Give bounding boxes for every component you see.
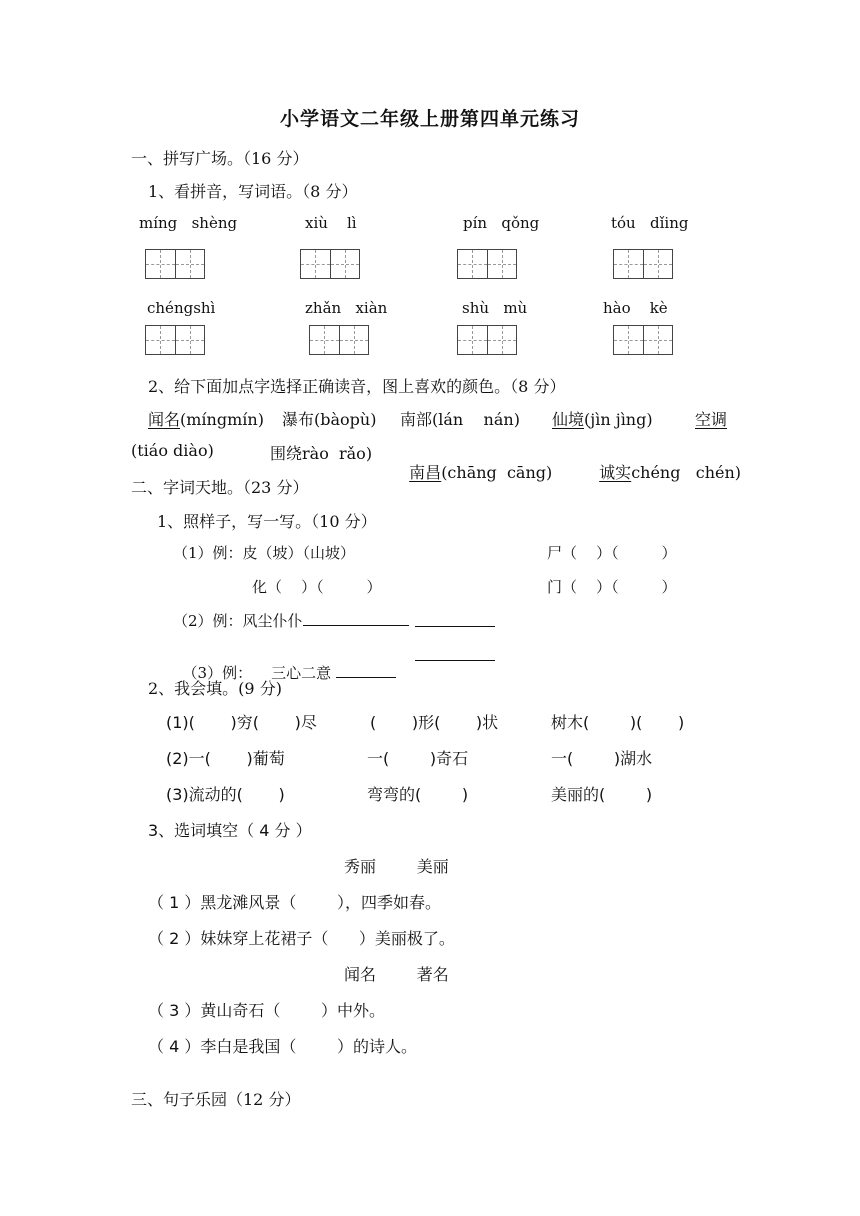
sentence-4[interactable]: （ 4 ）李白是我国（ ）的诗人。 [148, 1037, 418, 1056]
section-1-heading: 一、拼写广场。（16 分） [131, 149, 309, 168]
pinyin-8: hào kè [603, 299, 668, 317]
fill-row-1c[interactable]: 树木( )( ) [551, 713, 685, 732]
question-2-2-label: 2、我会填。(9 分) [148, 679, 282, 698]
fill-shi[interactable]: 尸（ ）（ ） [547, 544, 677, 562]
pinyin-4: tóu dǐing [611, 214, 689, 232]
writing-grid[interactable] [145, 249, 205, 279]
word-kongtiao: 空调 [695, 410, 728, 429]
pinyin-6: zhǎn xiàn [305, 299, 388, 317]
writing-grid[interactable] [457, 249, 517, 279]
fill-row-3c[interactable]: 美丽的( ) [551, 785, 653, 804]
answer-line[interactable] [415, 612, 495, 627]
page-title: 小学语文二年级上册第四单元练习 [279, 108, 580, 130]
example-2: （2）例：风尘仆仆 [173, 610, 409, 631]
reading-line-1: 闻名(míngmín) [148, 410, 264, 429]
pinyin-2: xiù lì [305, 214, 357, 232]
fill-row-3a[interactable]: (3)流动的( ) [166, 785, 285, 804]
section-2-heading: 二、字词天地。（23 分） [131, 478, 309, 497]
pinyin-5: chéngshì [147, 299, 216, 317]
sentence-1[interactable]: （ 1 ）黑龙滩风景（ ），四季如春。 [148, 893, 442, 912]
sentence-3[interactable]: （ 3 ）黄山奇石（ ）中外。 [148, 1001, 386, 1020]
writing-grid[interactable] [145, 325, 205, 355]
word-chengshi: 诚实chéng chén) [599, 463, 742, 482]
word-pair-2: 闻名 著名 [344, 965, 449, 984]
example-1: （1）例：皮（坡）（山坡） [173, 544, 356, 562]
pinyin-7: shù mù [462, 299, 528, 317]
fill-row-1b[interactable]: ( )形( )状 [370, 713, 499, 732]
question-2-3-label: 3、选词填空（ 4 分 ） [148, 821, 312, 840]
writing-grid[interactable] [613, 325, 673, 355]
sentence-2[interactable]: （ 2 ）妹妹穿上花裙子（ ）美丽极了。 [148, 929, 455, 948]
question-1-2-label: 2、给下面加点字选择正确读音，图上喜欢的颜色。（8 分） [148, 377, 566, 396]
question-2-1-label: 1、照样子，写一写。（10 分） [157, 512, 377, 531]
writing-grid[interactable] [613, 249, 673, 279]
pinyin-3: pín qǒng [463, 214, 540, 232]
fill-row-3b[interactable]: 弯弯的( ) [367, 785, 469, 804]
word-wenming: 闻名 [148, 410, 181, 429]
example-3: （3）例： 三心二意 [173, 644, 396, 683]
fill-hua[interactable]: 化（ ）（ ） [252, 578, 382, 596]
word-weirao: 围绕rào rǎo) [270, 444, 373, 463]
pinyin-kongtiao: (tiáo diào) [131, 441, 214, 460]
pinyin-1: míng shèng [139, 214, 238, 232]
fill-row-2a[interactable]: (2)一( )葡萄 [166, 749, 285, 768]
word-xianjing: 仙境(jìn jìng) [552, 410, 653, 429]
writing-grid[interactable] [457, 325, 517, 355]
word-nanchang: 南昌(chāng cāng) [409, 463, 553, 482]
fill-row-2b[interactable]: 一( )奇石 [367, 749, 469, 768]
fill-row-2c[interactable]: 一( )湖水 [551, 749, 653, 768]
answer-line[interactable] [415, 646, 495, 661]
fill-men[interactable]: 门（ ）（ ） [547, 578, 677, 596]
section-3-heading: 三、句子乐园（12 分） [131, 1090, 301, 1109]
word-nanbu: 南部(lán nán) [400, 410, 520, 429]
writing-grid[interactable] [309, 325, 369, 355]
writing-grid[interactable] [300, 249, 360, 279]
question-1-1-label: 1、看拼音，写词语。（8 分） [148, 182, 358, 201]
word-pubu: 瀑布(bàopù) [282, 410, 377, 429]
word-pair-1: 秀丽 美丽 [344, 857, 449, 876]
fill-row-1a[interactable]: (1)( )穷( )尽 [166, 713, 317, 732]
